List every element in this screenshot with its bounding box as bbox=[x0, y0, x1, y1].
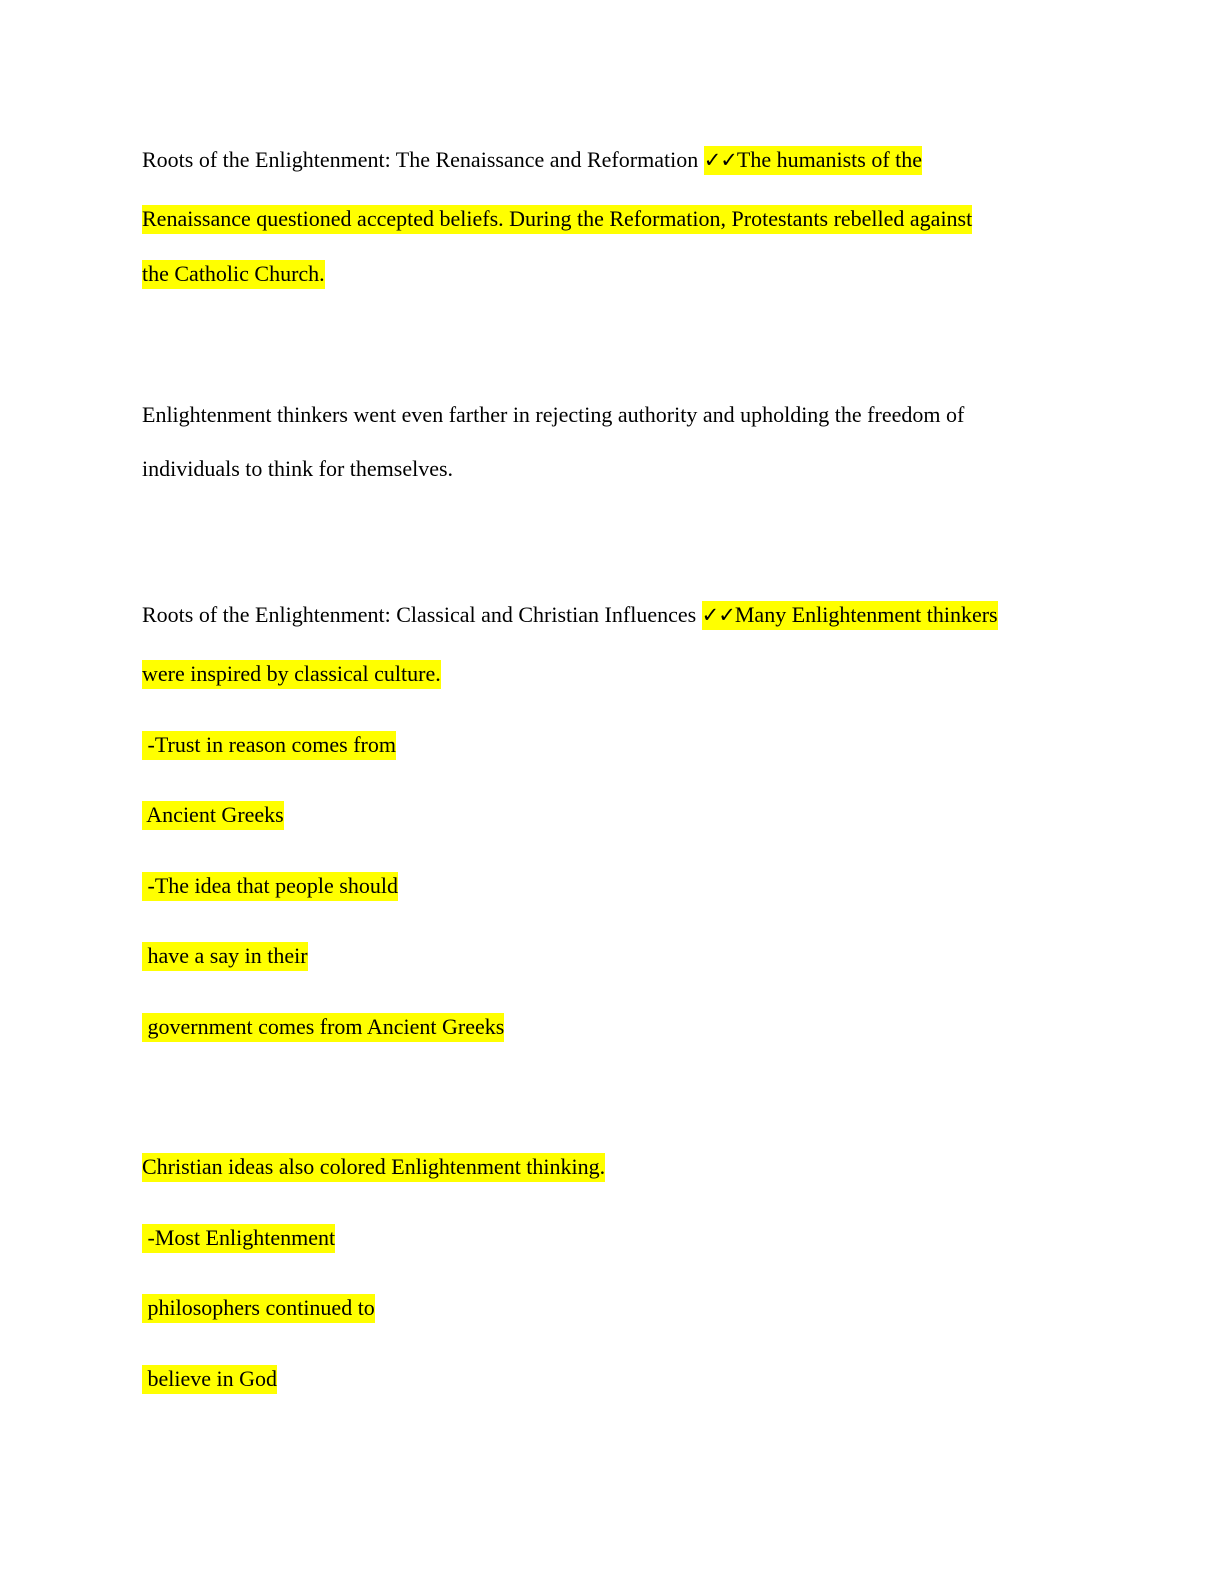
section1-heading-text: Roots of the Enlightenment: The Renaissance and Reformation bbox=[142, 147, 704, 172]
section3-answer-start: Many Enlightenment thinkers bbox=[734, 602, 998, 627]
section4-bullet-3 bbox=[142, 1365, 277, 1393]
list-item: Ancient Greeks bbox=[142, 801, 284, 830]
section1-line1 bbox=[142, 146, 922, 174]
section3-bullet-2 bbox=[142, 801, 284, 829]
section4-bullet-1 bbox=[142, 1224, 335, 1252]
section2-line1 bbox=[142, 401, 964, 429]
section3-heading-text: Roots of the Enlightenment: Classical and Christian Influences bbox=[142, 602, 702, 627]
section1-answer-start: The humanists of the bbox=[736, 147, 923, 172]
list-item: believe in God bbox=[142, 1365, 277, 1394]
section4-bullet-2 bbox=[142, 1294, 375, 1322]
section4-heading-text: Christian ideas also colored Enlightenment thinking. bbox=[142, 1153, 605, 1182]
list-item: -The idea that people should bbox=[142, 872, 398, 901]
section1-line2 bbox=[142, 205, 972, 233]
section3-bullet-3 bbox=[142, 872, 398, 900]
double-check-icon: ✓✓ bbox=[703, 148, 737, 172]
section3-bullet-5 bbox=[142, 1013, 504, 1041]
list-item: -Most Enlightenment bbox=[142, 1224, 335, 1253]
section1-answer-line2: Renaissance questioned accepted beliefs. During the Reformation, Protestants rebelled against bbox=[142, 205, 972, 234]
section4-line1 bbox=[142, 1153, 605, 1181]
double-check-icon: ✓✓ bbox=[701, 603, 735, 627]
list-item: government comes from Ancient Greeks bbox=[142, 1013, 504, 1042]
section3-answer-line2: were inspired by classical culture. bbox=[142, 660, 441, 689]
section2-text-line1: Enlightenment thinkers went even farther in rejecting authority and upholding the freedom of bbox=[142, 402, 965, 427]
list-item: philosophers continued to bbox=[142, 1294, 375, 1323]
section1-line3 bbox=[142, 260, 325, 288]
list-item: have a say in their bbox=[142, 942, 308, 971]
section3-line2 bbox=[142, 660, 441, 688]
section3-line1 bbox=[142, 601, 998, 629]
section2-line2 bbox=[142, 455, 453, 483]
list-item: -Trust in reason comes from bbox=[142, 731, 396, 760]
section2-text-line2: individuals to think for themselves. bbox=[142, 456, 454, 481]
section3-bullet-1 bbox=[142, 731, 396, 759]
section3-bullet-4 bbox=[142, 942, 308, 970]
section1-answer-line3: the Catholic Church. bbox=[142, 260, 325, 289]
